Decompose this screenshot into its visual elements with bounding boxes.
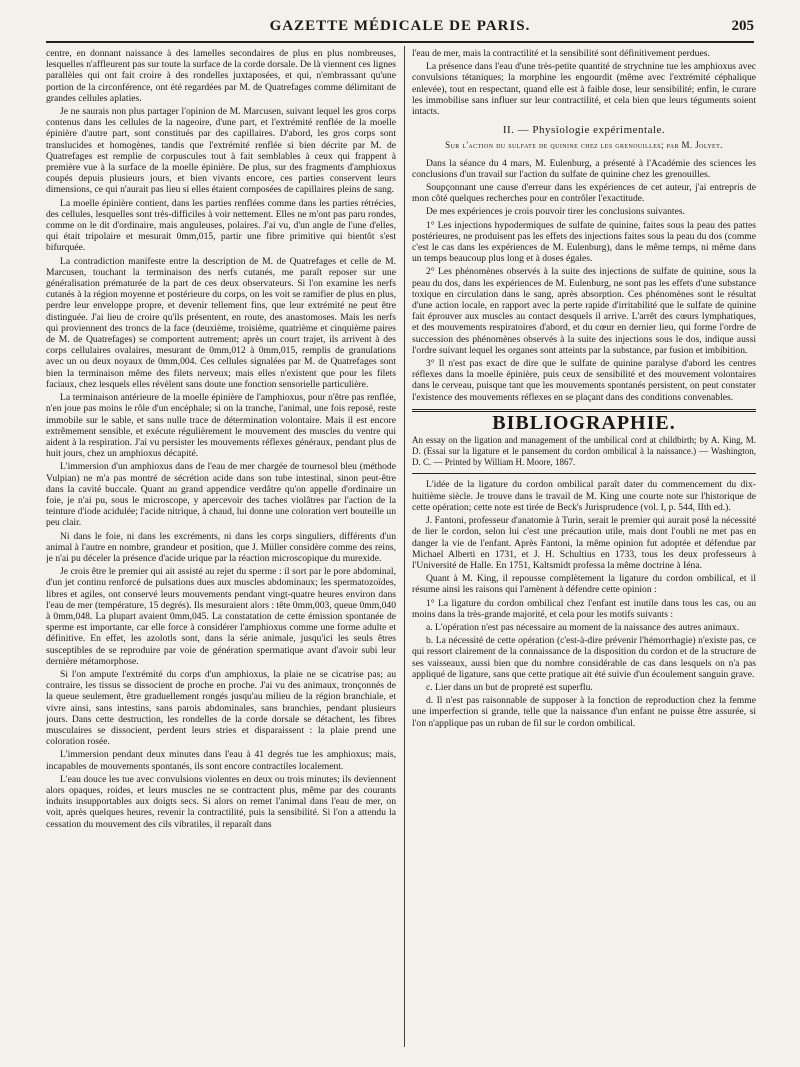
bibliography-reference: An essay on the ligation and management of the umbilical cord at childbirth; by A. King, M. D. (Essai sur la ligature et le pansement du cordon ombilical à la naissance.) — Washington, D. C. — Printed by William H. Moore, 1867. [412,435,756,467]
paragraph: c. Lier dans un but de propreté est superflu. [426,681,593,693]
paragraph: Soupçonnant une cause d'erreur dans les expériences de cet auteur, j'ai entrepris de mon côté quelques recherches pour en contrôler l'exactitude. [412,182,756,205]
paragraph: a. L'opération n'est pas nécessaire au moment de la naissance des autres animaux. [426,621,740,633]
paragraph: 2° Les phénomènes observés à la suite des injections de sulfate de quinine, sous la peau du dos, dans les expériences de M. Eulenburg, ne sont pas les effets d'une substance toxique en circulation dans le sang, après absorption. Ces phénomènes sont le résultat d'une action locale, en rapport avec la perte rapide d'irritabilité que le sulfate de quinine fait éprouver aux muscles au contact desquels il arrive. L'arrêt des cœurs lymphatiques, et des mouvements respiratoires d'abord, et du cœur en dernier lieu, qui forme l'ordre de succession des phénomènes observés à la suite des injections sous le dos, indique aussi l'ordre suivant lequel les organes sont atteints par la substance, par fusion et imbibition. [412,266,756,356]
paragraph: L'immersion pendant deux minutes dans l'eau à 41 degrés tue les amphioxus; mais, incapables de mouvements spontanés, ils sont encore contractiles localement. [46,749,396,772]
paragraph: L'idée de la ligature du cordon ombilical paraît dater du commencement du dix-huitième siècle. Je trouve dans le travail de M. King une courte note sur l'historique de cette opération; cette note est tirée de Beck's Jurisprudence (vol. I, p. 544, IIth ed.). [412,479,756,513]
paragraph: 1° La ligature du cordon ombilical chez l'enfant est inutile dans tous les cas, ou au moins dans la très-grande majorité, et cela pour les motifs suivants : [412,597,756,620]
page-header [46,18,754,40]
paragraph: L'eau douce les tue avec convulsions violentes en deux ou trois minutes; ils deviennent alors opaques, roides, et leurs muscles ne se contractent plus, même par des courants induits insupportables aux doigts secs. Si alors on remet l'animal dans l'eau de mer, on voit, après quelques heures, revenir la contractilité, puis la sensibilité. Si l'on a attendu la cessation du mouvement des cils vibratiles, il reparaît dans [46,773,396,830]
paragraph: l'eau de mer, mais la contractilité et la sensibilité sont définitivement perdues. [412,48,710,59]
paragraph: La présence dans l'eau d'une très-petite quantité de strychnine tue les amphioxus avec convulsions tétaniques; la morphine les engourdit (même avec l'extrémité céphalique enlevée), tout en respectant, quand elle est à faible dose, leur sensibilité; enfin, le curare les immobilise sans influer sur leur contractilité, et cela bien que leurs téguments soient intacts. [412,61,756,118]
paragraph: La moelle épinière contient, dans les parties renflées comme dans les parties rétrécies, des cellules, lesquelles sont très-difficiles à voir nettement. Elles ne m'ont pas paru rondes, comme on le dit d'ordinaire, mais anguleuses, polaires. J'ai vu, d'un angle de l'une d'elles, qui était tripolaire et mesurait 0mm,015, partir une fibre primitive qui bientôt s'est bifurquée. [46,197,396,254]
paragraph: 1° Les injections hypodermiques de sulfate de quinine, faites sous la peau des pattes postérieures, ne produisent pas les effets des injections faites sous la peau du dos (comme c'est le cas dans les expériences de M. Eulenburg), dans le même temps, ni même dans un temps beaucoup plus long et à doses égales. [412,219,756,265]
header-rule [46,41,754,43]
paragraph: 3° Il n'est pas exact de dire que le sulfate de quinine paralyse d'abord les centres réflexes dans la moelle épinière, puis ceux de sensibilité et des mouvement volontaires dans le cerveau, puisque tant que les mouvements spontanés persistent, on peut constater l'existence des mouvements réflexes en se plaçant dans des conditions convenables. [412,358,756,403]
paragraph: centre, en donnant naissance à des lamelles secondaires de plus en plus nombreuses, lesquelles n'affleurent pas sur toute la surface de la corde dorsale. De là viennent ces lignes parallèles qui ont fait croire à des rondelles juxtaposées, et qui, n'embrassant qu'une portion de la circonférence, ont été regardées par M. de Quatrefages comme délimitant de grandes cellules aplaties. [46,48,396,104]
paragraph: d. Il n'est pas raisonnable de supposer à la fonction de reproduction chez la femme une imperfection si grande, telle que la naissance d'un enfant ne puisse être assurée, si l'on n'applique pas un ruban de fil sur le cordon ombilical. [412,695,756,729]
paragraph: Ni dans le foie, ni dans les excréments, ni dans les corps singuliers, différents d'un animal à l'autre en nombre, grandeur et position, que J. Müller considère comme des reins, je n'ai pu déceler la présence d'acide urique par la réaction microscopique du murexide. [46,530,396,564]
page-number: 205 [731,18,754,34]
paragraph: De mes expériences je crois pouvoir tirer les conclusions suivantes. [426,206,685,218]
section-title: II. — Physiologie expérimentale. [502,124,666,137]
reference-rule [412,473,756,474]
paragraph: Quant à M. King, il repousse complètement la ligature du cordon ombilical, et il résume ainsi les raisons qui l'amènent à défendre cette opinion : [412,573,756,596]
paragraph: Si l'on ampute l'extrémité du corps d'un amphioxus, la plaie ne se cicatrise pas; au contraire, les tissus se dissocient de proche en proche. J'ai vu des animaux, tronçonnés de la queue seulement, être graduellement rongés jusqu'au milieu de la région branchiale, et vivre ainsi, sans intestins, sans parois abdominales, sans branchies, pendant plusieurs jours. Dans cette destruction, les rondelles de la corde dorsale se détachent, les fibres musculaires se dissocient, perdent leurs stries et disparaissent : la plaie prend une coloration rosée. [46,668,396,748]
journal-title: GAZETTE MÉDICALE DE PARIS. [269,18,531,34]
paragraph: Je ne saurais non plus partager l'opinion de M. Marcusen, suivant lequel les gros corps contenus dans les cellules de la nageoire, d'une part, et l'extrémité renflée de la moelle épinière d'autre part, sont constitués par des capillaires. D'abord, les gros corps sont translucides et homogènes, tandis que l'extrémité renflée si bien décrite par M. de Quatrefages est remplie de corpuscules tout à fait semblables à ceux qui frappent à première vue à la surface de la moelle épinière. De plus, sur des fragments d'amphioxus coupés depuis plusieurs jours, et bien vivants encore, ces parties conservent leurs dimensions, ce qui n'aurait pas lieu si elles étaient composées de capillaires pleins de sang. [46,106,396,196]
column-divider [404,46,405,1047]
paragraph: b. La nécessité de cette opération (c'est-à-dire prévenir l'hémorrhagie) n'existe pas, ce qui ressort clairement de la connaissance de la disposition du cordon et de la structure de ses vaisseaux, aussi bien que du nombre considérable de cas dans lesquels on n'a pas appliqué de ligature, sans que cette pratique ait été suivie d'un écoulement sanguin grave. [412,635,756,680]
paragraph: Je crois être le premier qui ait assisté au rejet du sperme : il sort par le pore abdominal, d'un jet continu renforcé de pulsations dues aux muscles abdominaux; les spermatozoïdes, libres et agiles, ont conservé leurs mouvements pendant vingt-quatre heures environ dans l'eau de mer (température, 15 degrés). Ils mesuraient alors : tête 0mm,003, queue 0mm,040 à 0mm,048. La plupart avaient 0mm,045. La constatation de cette émission spontanée de sperme est importante, car elle force à considérer l'amphioxus comme une forme adulte et définitive. En effet, les azolotls sont, dans la série animale, jusqu'ici les seuls êtres susceptibles de se reproduire par voie de génération spermatique avant d'avoir subi leur dernière métamorphose. [46,566,396,667]
paragraph: J. Fantoni, professeur d'anatomie à Turin, serait le premier qui aurait posé la nécessité de lier le cordon, selon lui c'est une précaution utile, mais dont l'oubli ne met pas en danger la vie de l'enfant. Après Fantoni, la même opinion fut adoptée et défendue par Michael Alberti en 1731, et J. H. Schultius en 1733, tous les deux professeurs à l'Université de Halle. En 1751, Kaltsmidt professa la même doctrine à Iéna. [412,515,756,571]
right-column [412,48,756,1053]
paragraph: La contradiction manifeste entre la description de M. de Quatrefages et celle de M. Marcusen, touchant la terminaison des nerfs cutanés, me paraît reposer sur une généralisation prématurée de la part de ces deux observateurs. Si l'on examine les nerfs cutanés à la région moyenne et postérieure du corps, on les voit se ramifier de plus en plus, perdre leur enveloppe propre, et devenir tellement fins, que leur extrémité ne peut être distinguée. J'ai lieu de croire qu'ils présentent, en route, des anastomoses. Mais les nerfs qui proviennent des troncs de la face (deuxième, troisième, quatrième et cinquième paires de M. de Quatrefages) se comportent autrement; après un court trajet, ils arrivent à des corps cellulaires ovalaires, mesurant de 0mm,012 à 0mm,015, remplis de granulations avec un ou deux noyaux de 0mm,004. Ces cellules signalées par M. de Quatrefages sont bien la terminaison même des filets nerveux; mais elles n'existent que pour les filets faciaux, chez lesquels elles révèlent sans doute une fonction sensorielle particulière. [46,255,396,390]
paragraph: L'immersion d'un amphioxus dans de l'eau de mer chargée de tournesol bleu (méthode Vulpian) ne m'a pas montré de sécrétion acide dans son tube intestinal, sinon peut-être dans la cavité buccale. Quant au grand appendice verdâtre qu'on appelle d'ordinaire un foie, je n'ai pu, sous le microscope, y apercevoir des taches violâtres par l'action de la teinture d'iode acidulée; l'acide nitrique, à chaud, lui donne une coloration vert bouteille un peu clair. [46,461,396,529]
paragraph: Dans la séance du 4 mars, M. Eulenburg, a présenté à l'Académie des sciences les conclusions d'un travail sur l'action du sulfate de quinine chez les grenouilles. [412,157,756,180]
bibliography-heading: BIBLIOGRAPHIE. [492,411,676,434]
section-subtitle: Sur l'action du sulfate de quinine chez les grenouilles; par M. Jolyet. [445,140,723,151]
left-column [46,48,396,1053]
paragraph: La terminaison antérieure de la moelle épinière de l'amphioxus, pour n'être pas renflée, n'en joue pas moins le rôle d'un encéphale; si on la tranche, l'animal, une fois reposé, reste immobile sur le sable, et sans nulle trace de détermination volontaire. Mais il est encore extrêmement sensible, et exécute régulièrement le mouvement des muscles du ventre qui aident à la respiration. J'ai vu persister les mouvements réflexes généraux, pendant plus de huit jours, chez un amphioxus décapité. [46,392,396,460]
